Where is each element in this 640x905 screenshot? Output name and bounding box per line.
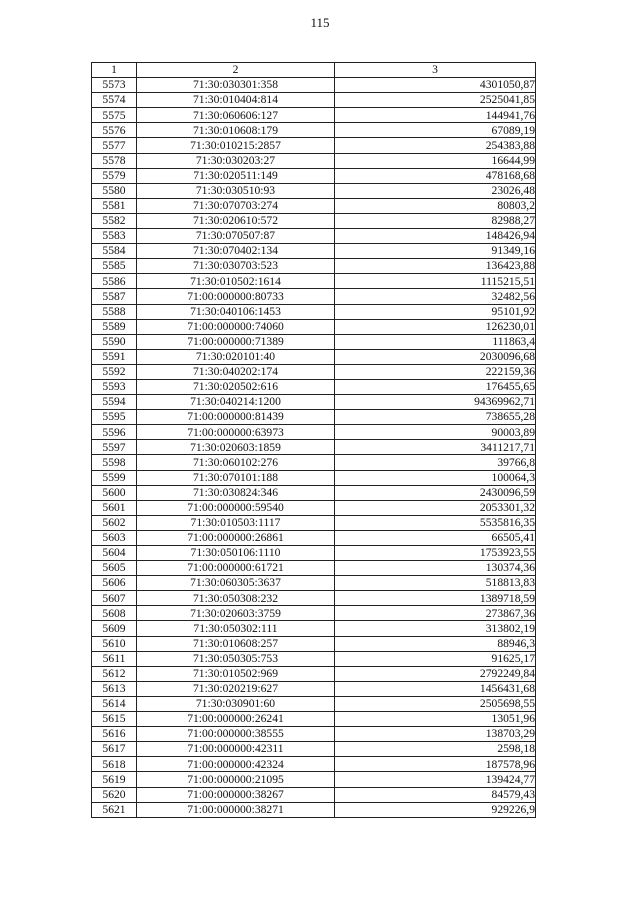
row-number: 5574 xyxy=(92,93,137,108)
cadastral-number: 71:00:000000:59540 xyxy=(137,500,335,515)
table-row xyxy=(92,93,536,108)
table-row xyxy=(92,168,536,183)
cadastral-number: 71:30:070507:87 xyxy=(137,229,335,244)
cadastral-value: 313802,19 xyxy=(335,621,536,636)
cadastral-value: 273867,36 xyxy=(335,606,536,621)
cadastral-number: 71:30:040202:174 xyxy=(137,364,335,379)
cadastral-value: 929226,9 xyxy=(335,802,536,817)
row-number: 5595 xyxy=(92,410,137,425)
table-row xyxy=(92,591,536,606)
cadastral-number: 71:00:000000:61721 xyxy=(137,561,335,576)
cadastral-number: 71:30:050302:111 xyxy=(137,621,335,636)
cadastral-value: 2792249,84 xyxy=(335,666,536,681)
cadastral-number: 71:30:070101:188 xyxy=(137,470,335,485)
row-number: 5618 xyxy=(92,757,137,772)
row-number: 5611 xyxy=(92,651,137,666)
table-row xyxy=(92,651,536,666)
cadastral-value: 16644,99 xyxy=(335,153,536,168)
cadastral-number: 71:30:060102:276 xyxy=(137,455,335,470)
cadastral-number: 71:00:000000:63973 xyxy=(137,425,335,440)
cadastral-value: 88946,3 xyxy=(335,636,536,651)
row-number: 5620 xyxy=(92,787,137,802)
row-number: 5608 xyxy=(92,606,137,621)
cadastral-number: 71:30:010404:814 xyxy=(137,93,335,108)
cadastral-value: 67089,19 xyxy=(335,123,536,138)
table-row xyxy=(92,636,536,651)
cadastral-value: 139424,77 xyxy=(335,772,536,787)
table-row xyxy=(92,712,536,727)
cadastral-number: 71:30:050305:753 xyxy=(137,651,335,666)
cadastral-number: 71:30:060305:3637 xyxy=(137,576,335,591)
cadastral-number: 71:30:010502:1614 xyxy=(137,274,335,289)
cadastral-number: 71:30:040106:1453 xyxy=(137,304,335,319)
table-row xyxy=(92,561,536,576)
row-number: 5585 xyxy=(92,259,137,274)
cadastral-value: 1389718,59 xyxy=(335,591,536,606)
cadastral-number: 71:30:030703:523 xyxy=(137,259,335,274)
cadastral-value: 111863,4 xyxy=(335,334,536,349)
row-number: 5593 xyxy=(92,379,137,394)
cadastral-number: 71:30:020502:616 xyxy=(137,379,335,394)
row-number: 5612 xyxy=(92,666,137,681)
row-number: 5616 xyxy=(92,727,137,742)
cadastral-number: 71:30:040214:1200 xyxy=(137,395,335,410)
cadastral-number: 71:00:000000:38555 xyxy=(137,727,335,742)
table-row xyxy=(92,515,536,530)
table-row xyxy=(92,696,536,711)
cadastral-number: 71:30:030824:346 xyxy=(137,485,335,500)
row-number: 5587 xyxy=(92,289,137,304)
table-row xyxy=(92,289,536,304)
cadastral-value: 136423,88 xyxy=(335,259,536,274)
cadastral-number: 71:30:020603:3759 xyxy=(137,606,335,621)
table-row xyxy=(92,78,536,93)
row-number: 5581 xyxy=(92,198,137,213)
cadastral-number: 71:30:030901:60 xyxy=(137,696,335,711)
table-row xyxy=(92,183,536,198)
table-row xyxy=(92,364,536,379)
row-number: 5617 xyxy=(92,742,137,757)
cadastral-number: 71:00:000000:42311 xyxy=(137,742,335,757)
cadastral-number: 71:30:020603:1859 xyxy=(137,440,335,455)
cadastral-number: 71:00:000000:38271 xyxy=(137,802,335,817)
cadastral-value: 176455,65 xyxy=(335,379,536,394)
cadastral-value: 738655,28 xyxy=(335,410,536,425)
row-number: 5610 xyxy=(92,636,137,651)
column-header-1: 1 xyxy=(92,63,137,78)
row-number: 5578 xyxy=(92,153,137,168)
table-row xyxy=(92,395,536,410)
table-row xyxy=(92,123,536,138)
cadastral-number: 71:00:000000:38267 xyxy=(137,787,335,802)
cadastral-number: 71:30:020219:627 xyxy=(137,681,335,696)
table-row xyxy=(92,787,536,802)
cadastral-value: 126230,01 xyxy=(335,319,536,334)
cadastral-number: 71:30:030301:358 xyxy=(137,78,335,93)
row-number: 5599 xyxy=(92,470,137,485)
row-number: 5600 xyxy=(92,485,137,500)
row-number: 5583 xyxy=(92,229,137,244)
cadastral-number: 71:30:020101:40 xyxy=(137,349,335,364)
cadastral-number: 71:30:050106:1110 xyxy=(137,546,335,561)
table-row xyxy=(92,108,536,123)
table-row xyxy=(92,334,536,349)
table-row xyxy=(92,757,536,772)
row-number: 5594 xyxy=(92,395,137,410)
table-row xyxy=(92,153,536,168)
row-number: 5582 xyxy=(92,213,137,228)
row-number: 5575 xyxy=(92,108,137,123)
cadastral-number: 71:00:000000:74060 xyxy=(137,319,335,334)
row-number: 5596 xyxy=(92,425,137,440)
row-number: 5589 xyxy=(92,319,137,334)
cadastral-number: 71:30:030510:93 xyxy=(137,183,335,198)
table-row xyxy=(92,138,536,153)
cadastral-value: 2505698,55 xyxy=(335,696,536,711)
table-row xyxy=(92,244,536,259)
cadastral-number: 71:00:000000:80733 xyxy=(137,289,335,304)
cadastral-value: 80803,2 xyxy=(335,198,536,213)
table-row xyxy=(92,666,536,681)
cadastral-number: 71:00:000000:26241 xyxy=(137,712,335,727)
row-number: 5602 xyxy=(92,515,137,530)
cadastral-value: 32482,56 xyxy=(335,289,536,304)
table-row xyxy=(92,304,536,319)
row-number: 5591 xyxy=(92,349,137,364)
table-row xyxy=(92,742,536,757)
cadastral-value: 144941,76 xyxy=(335,108,536,123)
cadastral-number: 71:30:020511:149 xyxy=(137,168,335,183)
cadastral-value: 130374,36 xyxy=(335,561,536,576)
cadastral-value: 148426,94 xyxy=(335,229,536,244)
cadastral-value: 2525041,85 xyxy=(335,93,536,108)
cadastral-value: 23026,48 xyxy=(335,183,536,198)
row-number: 5576 xyxy=(92,123,137,138)
table-row xyxy=(92,546,536,561)
row-number: 5584 xyxy=(92,244,137,259)
cadastral-number: 71:00:000000:42324 xyxy=(137,757,335,772)
page-number: 115 xyxy=(310,15,330,30)
table-row xyxy=(92,349,536,364)
cadastral-number: 71:00:000000:81439 xyxy=(137,410,335,425)
column-header-3: 3 xyxy=(335,63,536,78)
header-row xyxy=(92,63,536,78)
table-row xyxy=(92,576,536,591)
cadastral-number: 71:00:000000:21095 xyxy=(137,772,335,787)
row-number: 5577 xyxy=(92,138,137,153)
cadastral-value: 3411217,71 xyxy=(335,440,536,455)
cadastral-value: 84579,43 xyxy=(335,787,536,802)
cadastral-value: 222159,36 xyxy=(335,364,536,379)
cadastral-value: 90003,89 xyxy=(335,425,536,440)
cadastral-value: 91349,16 xyxy=(335,244,536,259)
table-row xyxy=(92,213,536,228)
table-row xyxy=(92,606,536,621)
cadastral-value: 187578,96 xyxy=(335,757,536,772)
table-row xyxy=(92,455,536,470)
cadastral-number: 71:30:030203:27 xyxy=(137,153,335,168)
table-row xyxy=(92,802,536,817)
table-row xyxy=(92,274,536,289)
cadastral-value: 1456431,68 xyxy=(335,681,536,696)
row-number: 5604 xyxy=(92,546,137,561)
row-number: 5590 xyxy=(92,334,137,349)
table-row xyxy=(92,485,536,500)
cadastral-value: 138703,29 xyxy=(335,727,536,742)
cadastral-value: 1115215,51 xyxy=(335,274,536,289)
row-number: 5586 xyxy=(92,274,137,289)
table-row xyxy=(92,379,536,394)
column-header-2: 2 xyxy=(137,63,335,78)
row-number: 5609 xyxy=(92,621,137,636)
table-row xyxy=(92,621,536,636)
row-number: 5619 xyxy=(92,772,137,787)
cadastral-number: 71:30:060606:127 xyxy=(137,108,335,123)
table-body xyxy=(92,78,536,818)
table-row xyxy=(92,259,536,274)
row-number: 5580 xyxy=(92,183,137,198)
cadastral-value: 4301050,87 xyxy=(335,78,536,93)
cadastral-number: 71:30:010215:2857 xyxy=(137,138,335,153)
table-row xyxy=(92,440,536,455)
table-row xyxy=(92,198,536,213)
row-number: 5598 xyxy=(92,455,137,470)
table-row xyxy=(92,425,536,440)
cadastral-value: 39766,8 xyxy=(335,455,536,470)
table-row xyxy=(92,319,536,334)
cadastral-value: 1753923,55 xyxy=(335,546,536,561)
table-row xyxy=(92,530,536,545)
cadastral-number: 71:00:000000:71389 xyxy=(137,334,335,349)
cadastral-value: 94369962,71 xyxy=(335,395,536,410)
table-row xyxy=(92,470,536,485)
row-number: 5592 xyxy=(92,364,137,379)
cadastral-number: 71:30:070703:274 xyxy=(137,198,335,213)
cadastral-value: 2053301,32 xyxy=(335,500,536,515)
row-number: 5603 xyxy=(92,530,137,545)
cadastral-number: 71:30:050308:232 xyxy=(137,591,335,606)
table-header xyxy=(92,63,536,78)
table-row xyxy=(92,229,536,244)
row-number: 5597 xyxy=(92,440,137,455)
row-number: 5607 xyxy=(92,591,137,606)
row-number: 5601 xyxy=(92,500,137,515)
cadastral-value: 5535816,35 xyxy=(335,515,536,530)
row-number: 5606 xyxy=(92,576,137,591)
table-row xyxy=(92,772,536,787)
cadastral-value: 66505,41 xyxy=(335,530,536,545)
cadastral-number: 71:30:010502:969 xyxy=(137,666,335,681)
cadastral-number: 71:30:010608:179 xyxy=(137,123,335,138)
cadastral-value: 2430096,59 xyxy=(335,485,536,500)
cadastral-value-table xyxy=(91,62,536,818)
cadastral-value: 478168,68 xyxy=(335,168,536,183)
cadastral-value: 91625,17 xyxy=(335,651,536,666)
table-row xyxy=(92,410,536,425)
cadastral-number: 71:30:010503:1117 xyxy=(137,515,335,530)
row-number: 5621 xyxy=(92,802,137,817)
cadastral-number: 71:00:000000:26861 xyxy=(137,530,335,545)
row-number: 5573 xyxy=(92,78,137,93)
cadastral-value: 518813,83 xyxy=(335,576,536,591)
cadastral-value: 82988,27 xyxy=(335,213,536,228)
cadastral-number: 71:30:020610:572 xyxy=(137,213,335,228)
row-number: 5615 xyxy=(92,712,137,727)
row-number: 5579 xyxy=(92,168,137,183)
cadastral-value: 2598,18 xyxy=(335,742,536,757)
table-row xyxy=(92,681,536,696)
cadastral-value: 2030096,68 xyxy=(335,349,536,364)
row-number: 5614 xyxy=(92,696,137,711)
cadastral-value: 100064,3 xyxy=(335,470,536,485)
table-row xyxy=(92,727,536,742)
table-row xyxy=(92,500,536,515)
cadastral-number: 71:30:010608:257 xyxy=(137,636,335,651)
row-number: 5613 xyxy=(92,681,137,696)
cadastral-value: 13051,96 xyxy=(335,712,536,727)
cadastral-value: 254383,88 xyxy=(335,138,536,153)
row-number: 5588 xyxy=(92,304,137,319)
row-number: 5605 xyxy=(92,561,137,576)
cadastral-value: 95101,92 xyxy=(335,304,536,319)
cadastral-number: 71:30:070402:134 xyxy=(137,244,335,259)
